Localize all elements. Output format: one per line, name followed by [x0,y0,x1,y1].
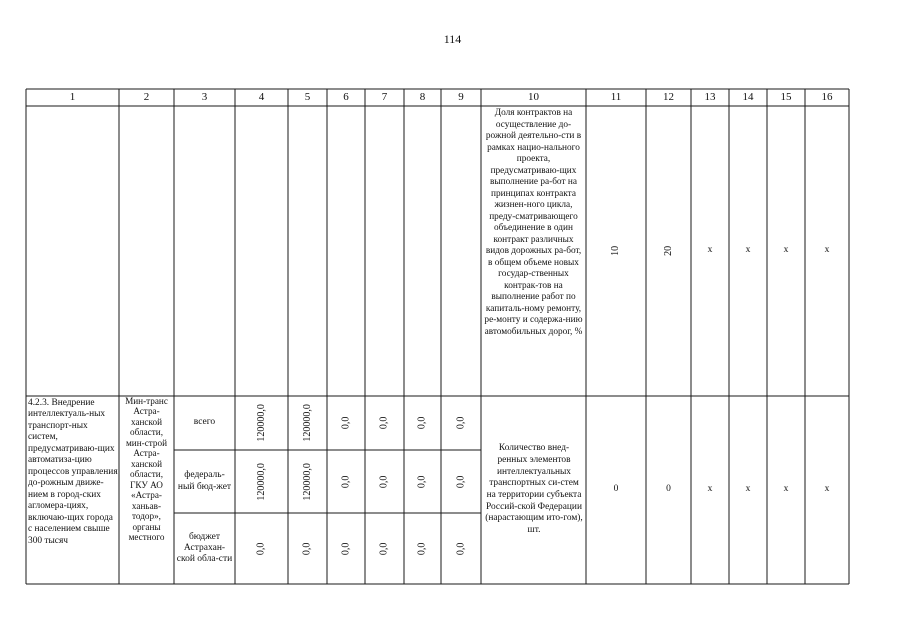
row2-source-federal: федераль-ный бюд-жет [177,470,232,492]
row2-executor-text: Мин-транс Астра-ханской области, мин-строй Астра-ханской области, ГКУ АО «Астра-ханьав-тодор», органы местного [125,396,168,543]
header-col-12: 12 [663,91,674,104]
row2-col15-value: x [783,484,789,495]
row2-indicator-text: Количество внед-ренных элементов интеллектуальных транспортных си-стем на территории субъекта Россий-ской Федерации (нарастающим ито-гом), шт. [485,443,583,535]
row2-regional-c4-label: 0,0 [255,542,267,555]
row2-col12-value: 0 [666,484,671,495]
row2-federal-c6 [327,450,365,513]
row2-federal-c9-label: 0,0 [455,475,467,488]
header-col-5: 5 [304,91,311,104]
page-number: 114 [443,32,462,46]
header-col-8: 8 [419,91,426,104]
row2-regional-c8 [404,513,441,584]
row2-federal-c4-label: 120000,0 [255,462,267,501]
row2-total-c7-label: 0,0 [378,416,390,430]
row2-regional-c7-label: 0,0 [378,542,390,555]
header-col-4: 4 [258,91,265,104]
row2-federal-c5-label: 120000,0 [301,462,313,501]
header-col-9: 9 [458,91,464,104]
row2-measure-text: 4.2.3. Внедрение интеллектуаль-ных транспорт-ных систем, предусматриваю-щих автоматиза-цию процессов управления до-рожным движе-нием в город-ских агломера-циях, включаю-щих города с населением свыше 300 тысяч [28,398,118,546]
row2-total-c7 [365,396,404,450]
row2-regional-c6 [327,513,365,584]
row2-regional-c5-label: 0,0 [301,542,313,555]
row2-total-c4 [235,396,288,450]
row2-total-c8 [404,396,441,450]
row2-total-c8-label: 0,0 [416,416,428,430]
header-col-3: 3 [201,91,208,104]
row1-col13-value: x [707,245,713,256]
row1-indicator-text: Доля контрактов на осуществление до-рожной деятельно-сти в рамках нацио-нального проекта, предусматриваю-щих выполнение ра-бот на принципах контракта жизнен-ного цикла, преду-сматривающего объединение в один контракт различных видов дорожных ра-бот, в общем объеме новых государ-ственных контрак-тов на выполнение работ по капиталь-ному ремонту, ре-монту и содержа-нию автомобильных дорог, % [484,108,583,337]
row2-federal-c6-label: 0,0 [340,475,352,488]
row2-total-c6-label: 0,0 [340,416,352,430]
row1-col12-value [646,106,691,396]
row1-col11-value [586,106,646,396]
row2-federal-c5 [288,450,327,513]
row2-total-c5-label: 120000,0 [301,404,313,442]
row2-regional-c9 [441,513,481,584]
row2-total-c6 [327,396,365,450]
row2-regional-c8-label: 0,0 [416,542,428,555]
header-col-13: 13 [704,91,716,104]
header-col-2: 2 [143,91,150,104]
row1-col15-value: x [783,245,789,256]
row2-regional-c5 [288,513,327,584]
row2-total-c4-label: 120000,0 [255,404,267,442]
row2-federal-c8-label: 0,0 [416,475,428,488]
row2-federal-c7-label: 0,0 [378,475,390,488]
row2-total-c5 [288,396,327,450]
row1-col16-value: x [824,245,830,256]
row2-regional-c9-label: 0,0 [455,542,467,555]
header-col-10: 10 [528,91,539,104]
row2-total-c9-label: 0,0 [455,416,467,430]
row2-col13-value: x [707,484,713,495]
row2-federal-c8 [404,450,441,513]
header-col-1: 1 [69,91,76,104]
row1-col14-value: x [745,245,751,256]
header-col-16: 16 [821,91,833,104]
row2-regional-c4 [235,513,288,584]
row1-col12-label: 20 [662,245,674,256]
row2-total-c9 [441,396,481,450]
header-col-7: 7 [381,91,388,104]
header-col-14: 14 [742,91,754,104]
row2-col16-value: x [824,484,830,495]
row2-regional-c7 [365,513,404,584]
row2-col14-value: x [745,484,751,495]
row2-federal-c7 [365,450,404,513]
header-col-15: 15 [780,91,792,104]
row2-source-total: всего [193,417,216,428]
row1-col11-label: 10 [610,245,622,256]
row2-source-regional: бюджет Астрахан-ской обла-сти [176,531,233,565]
header-col-6: 6 [343,91,349,104]
header-col-11: 11 [610,91,622,104]
row2-federal-c4 [235,450,288,513]
row2-col11-value: 0 [613,484,619,495]
row2-regional-c6-label: 0,0 [340,542,352,555]
row2-federal-c9 [441,450,481,513]
